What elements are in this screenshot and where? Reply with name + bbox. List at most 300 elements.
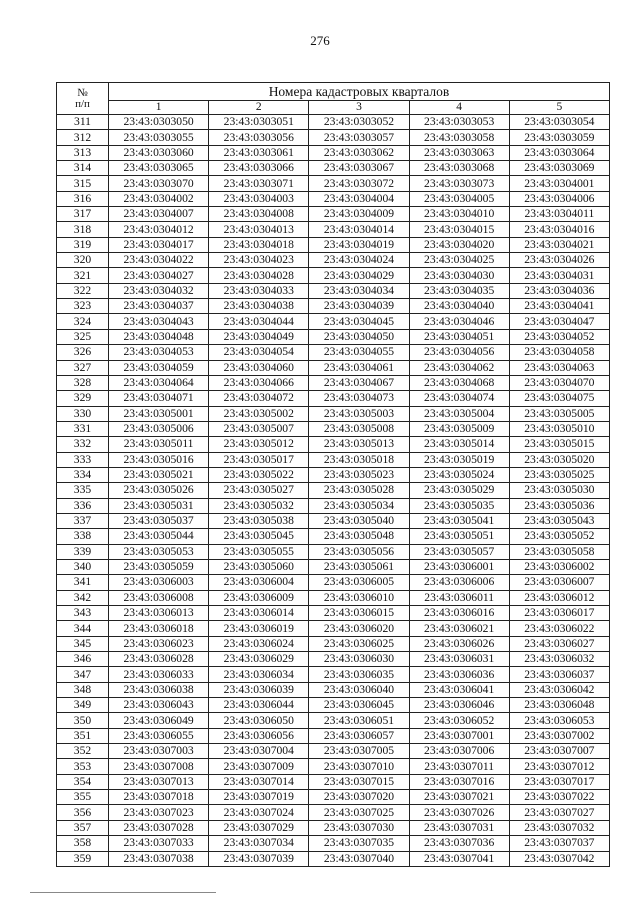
cadastral-number-cell: 23:43:0306022 bbox=[509, 621, 609, 636]
page-number: 276 bbox=[310, 33, 330, 48]
cadastral-number-cell: 23:43:0305045 bbox=[209, 529, 309, 544]
cadastral-number-cell: 23:43:0304035 bbox=[409, 283, 509, 298]
cadastral-number-cell: 23:43:0307033 bbox=[109, 836, 209, 851]
cadastral-number-cell: 23:43:0306019 bbox=[209, 621, 309, 636]
cadastral-number-cell: 23:43:0304006 bbox=[509, 191, 609, 206]
cadastral-number-cell: 23:43:0303052 bbox=[309, 115, 409, 130]
cadastral-number-cell: 23:43:0307029 bbox=[209, 820, 309, 835]
cadastral-number-cell: 23:43:0304053 bbox=[109, 345, 209, 360]
row-index-cell: 349 bbox=[57, 698, 109, 713]
cadastral-number-cell: 23:43:0305035 bbox=[409, 498, 509, 513]
table-row bbox=[57, 483, 610, 498]
cadastral-number-cell: 23:43:0305007 bbox=[209, 421, 309, 436]
cadastral-number-cell: 23:43:0306016 bbox=[409, 606, 509, 621]
table-header bbox=[57, 83, 610, 115]
table-row bbox=[57, 207, 610, 222]
row-index-cell: 353 bbox=[57, 759, 109, 774]
cadastral-number-cell: 23:43:0307028 bbox=[109, 820, 209, 835]
cadastral-number-cell: 23:43:0303055 bbox=[109, 130, 209, 145]
column-number: 3 bbox=[309, 101, 409, 115]
table-row bbox=[57, 851, 610, 866]
row-index-cell: 321 bbox=[57, 268, 109, 283]
table-row bbox=[57, 636, 610, 651]
cadastral-number-cell: 23:43:0304014 bbox=[309, 222, 409, 237]
cadastral-number-cell: 23:43:0305017 bbox=[209, 452, 309, 467]
cadastral-number-cell: 23:43:0305028 bbox=[309, 483, 409, 498]
table-row bbox=[57, 590, 610, 605]
cadastral-number-cell: 23:43:0303062 bbox=[309, 145, 409, 160]
cadastral-number-cell: 23:43:0307031 bbox=[409, 820, 509, 835]
cadastral-number-cell: 23:43:0306051 bbox=[309, 713, 409, 728]
cadastral-number-cell: 23:43:0304050 bbox=[309, 329, 409, 344]
cadastral-number-cell: 23:43:0304049 bbox=[209, 329, 309, 344]
cadastral-number-cell: 23:43:0304022 bbox=[109, 253, 209, 268]
row-index-cell: 333 bbox=[57, 452, 109, 467]
cadastral-number-cell: 23:43:0306038 bbox=[109, 682, 209, 697]
cadastral-number-cell: 23:43:0304023 bbox=[209, 253, 309, 268]
cadastral-number-cell: 23:43:0307027 bbox=[509, 805, 609, 820]
cadastral-number-cell: 23:43:0305022 bbox=[209, 467, 309, 482]
row-index-cell: 329 bbox=[57, 391, 109, 406]
cadastral-number-cell: 23:43:0304011 bbox=[509, 207, 609, 222]
cadastral-number-cell: 23:43:0306020 bbox=[309, 621, 409, 636]
cadastral-number-cell: 23:43:0307037 bbox=[509, 836, 609, 851]
cadastral-number-cell: 23:43:0304056 bbox=[409, 345, 509, 360]
cadastral-number-cell: 23:43:0304002 bbox=[109, 191, 209, 206]
row-index-cell: 317 bbox=[57, 207, 109, 222]
cadastral-number-cell: 23:43:0303059 bbox=[509, 130, 609, 145]
cadastral-number-cell: 23:43:0304009 bbox=[309, 207, 409, 222]
cadastral-number-cell: 23:43:0304018 bbox=[209, 237, 309, 252]
row-index-cell: 315 bbox=[57, 176, 109, 191]
cadastral-number-cell: 23:43:0303064 bbox=[509, 145, 609, 160]
cadastral-number-cell: 23:43:0304055 bbox=[309, 345, 409, 360]
table-row bbox=[57, 299, 610, 314]
cadastral-number-cell: 23:43:0306042 bbox=[509, 682, 609, 697]
cadastral-number-cell: 23:43:0307015 bbox=[309, 774, 409, 789]
row-index-cell: 352 bbox=[57, 744, 109, 759]
cadastral-number-cell: 23:43:0307041 bbox=[409, 851, 509, 866]
table-row bbox=[57, 375, 610, 390]
cadastral-number-cell: 23:43:0304045 bbox=[309, 314, 409, 329]
row-index-cell: 354 bbox=[57, 774, 109, 789]
table-row bbox=[57, 421, 610, 436]
header-row-column-numbers bbox=[57, 101, 610, 115]
table-row bbox=[57, 713, 610, 728]
cadastral-number-cell: 23:43:0305041 bbox=[409, 513, 509, 528]
cadastral-number-cell: 23:43:0304040 bbox=[409, 299, 509, 314]
table-row bbox=[57, 237, 610, 252]
table-row bbox=[57, 575, 610, 590]
cadastral-number-cell: 23:43:0305048 bbox=[309, 529, 409, 544]
cadastral-number-cell: 23:43:0306034 bbox=[209, 667, 309, 682]
cadastral-number-cell: 23:43:0303071 bbox=[209, 176, 309, 191]
cadastral-number-cell: 23:43:0305019 bbox=[409, 452, 509, 467]
cadastral-number-cell: 23:43:0304016 bbox=[509, 222, 609, 237]
cadastral-number-cell: 23:43:0305020 bbox=[509, 452, 609, 467]
cadastral-number-cell: 23:43:0306024 bbox=[209, 636, 309, 651]
cadastral-number-cell: 23:43:0307001 bbox=[409, 728, 509, 743]
cadastral-number-cell: 23:43:0303056 bbox=[209, 130, 309, 145]
cadastral-number-cell: 23:43:0306057 bbox=[309, 728, 409, 743]
cadastral-number-cell: 23:43:0306037 bbox=[509, 667, 609, 682]
table-row bbox=[57, 652, 610, 667]
cadastral-number-cell: 23:43:0306026 bbox=[409, 636, 509, 651]
cadastral-number-cell: 23:43:0307014 bbox=[209, 774, 309, 789]
cadastral-number-cell: 23:43:0305018 bbox=[309, 452, 409, 467]
cadastral-number-cell: 23:43:0306030 bbox=[309, 652, 409, 667]
footer-divider bbox=[30, 892, 216, 893]
cadastral-number-cell: 23:43:0304066 bbox=[209, 375, 309, 390]
row-index-cell: 337 bbox=[57, 513, 109, 528]
cadastral-number-cell: 23:43:0306013 bbox=[109, 606, 209, 621]
row-index-cell: 339 bbox=[57, 544, 109, 559]
table-row bbox=[57, 621, 610, 636]
cadastral-number-cell: 23:43:0307003 bbox=[109, 744, 209, 759]
row-index-cell: 350 bbox=[57, 713, 109, 728]
cadastral-number-cell: 23:43:0306033 bbox=[109, 667, 209, 682]
cadastral-number-cell: 23:43:0304026 bbox=[509, 253, 609, 268]
row-index-cell: 323 bbox=[57, 299, 109, 314]
cadastral-number-cell: 23:43:0307013 bbox=[109, 774, 209, 789]
cadastral-number-cell: 23:43:0304067 bbox=[309, 375, 409, 390]
cadastral-number-cell: 23:43:0305029 bbox=[409, 483, 509, 498]
cadastral-number-cell: 23:43:0307002 bbox=[509, 728, 609, 743]
table-row bbox=[57, 513, 610, 528]
row-index-cell: 327 bbox=[57, 360, 109, 375]
table-body bbox=[57, 115, 610, 867]
cadastral-number-cell: 23:43:0305004 bbox=[409, 406, 509, 421]
cadastral-number-cell: 23:43:0304060 bbox=[209, 360, 309, 375]
row-index-cell: 312 bbox=[57, 130, 109, 145]
cadastral-number-cell: 23:43:0305044 bbox=[109, 529, 209, 544]
cadastral-number-cell: 23:43:0305030 bbox=[509, 483, 609, 498]
cadastral-number-cell: 23:43:0306043 bbox=[109, 698, 209, 713]
cadastral-number-cell: 23:43:0304036 bbox=[509, 283, 609, 298]
cadastral-number-cell: 23:43:0303065 bbox=[109, 161, 209, 176]
table-row bbox=[57, 222, 610, 237]
cadastral-number-cell: 23:43:0304043 bbox=[109, 314, 209, 329]
cadastral-number-cell: 23:43:0305040 bbox=[309, 513, 409, 528]
row-index-cell: 359 bbox=[57, 851, 109, 866]
cadastral-number-cell: 23:43:0304027 bbox=[109, 268, 209, 283]
cadastral-number-cell: 23:43:0304015 bbox=[409, 222, 509, 237]
cadastral-number-cell: 23:43:0305036 bbox=[509, 498, 609, 513]
row-index-cell: 340 bbox=[57, 559, 109, 574]
cadastral-number-cell: 23:43:0306052 bbox=[409, 713, 509, 728]
cadastral-number-cell: 23:43:0307036 bbox=[409, 836, 509, 851]
cadastral-number-cell: 23:43:0307018 bbox=[109, 790, 209, 805]
row-index-cell: 328 bbox=[57, 375, 109, 390]
cadastral-number-cell: 23:43:0304047 bbox=[509, 314, 609, 329]
cadastral-number-cell: 23:43:0306009 bbox=[209, 590, 309, 605]
cadastral-number-cell: 23:43:0304072 bbox=[209, 391, 309, 406]
cadastral-number-cell: 23:43:0304031 bbox=[509, 268, 609, 283]
cadastral-number-cell: 23:43:0303053 bbox=[409, 115, 509, 130]
cadastral-number-cell: 23:43:0306003 bbox=[109, 575, 209, 590]
table-row bbox=[57, 667, 610, 682]
cadastral-number-cell: 23:43:0305037 bbox=[109, 513, 209, 528]
row-index-cell: 326 bbox=[57, 345, 109, 360]
cadastral-number-cell: 23:43:0306055 bbox=[109, 728, 209, 743]
cadastral-number-cell: 23:43:0306027 bbox=[509, 636, 609, 651]
cadastral-number-cell: 23:43:0303054 bbox=[509, 115, 609, 130]
table-row bbox=[57, 115, 610, 130]
cadastral-number-cell: 23:43:0305025 bbox=[509, 467, 609, 482]
cadastral-number-cell: 23:43:0307022 bbox=[509, 790, 609, 805]
cadastral-number-cell: 23:43:0307030 bbox=[309, 820, 409, 835]
cadastral-number-cell: 23:43:0305031 bbox=[109, 498, 209, 513]
cadastral-number-cell: 23:43:0307021 bbox=[409, 790, 509, 805]
cadastral-number-cell: 23:43:0303073 bbox=[409, 176, 509, 191]
cadastral-number-cell: 23:43:0304028 bbox=[209, 268, 309, 283]
cadastral-number-cell: 23:43:0306025 bbox=[309, 636, 409, 651]
cadastral-number-cell: 23:43:0304007 bbox=[109, 207, 209, 222]
cadastral-number-cell: 23:43:0304059 bbox=[109, 360, 209, 375]
cadastral-number-cell: 23:43:0306032 bbox=[509, 652, 609, 667]
row-index-cell: 324 bbox=[57, 314, 109, 329]
cadastral-number-cell: 23:43:0303068 bbox=[409, 161, 509, 176]
row-index-cell: 342 bbox=[57, 590, 109, 605]
cadastral-number-cell: 23:43:0306050 bbox=[209, 713, 309, 728]
row-index-cell: 332 bbox=[57, 437, 109, 452]
cadastral-number-cell: 23:43:0303060 bbox=[109, 145, 209, 160]
table-row bbox=[57, 698, 610, 713]
table-title: Номера кадастровых кварталов bbox=[109, 83, 610, 101]
cadastral-number-cell: 23:43:0304004 bbox=[309, 191, 409, 206]
table-row bbox=[57, 759, 610, 774]
row-index-cell: 356 bbox=[57, 805, 109, 820]
cadastral-number-cell: 23:43:0304030 bbox=[409, 268, 509, 283]
row-index-cell: 344 bbox=[57, 621, 109, 636]
row-index-cell: 311 bbox=[57, 115, 109, 130]
cadastral-number-cell: 23:43:0303061 bbox=[209, 145, 309, 160]
table-row bbox=[57, 820, 610, 835]
index-column-header bbox=[57, 83, 109, 115]
cadastral-number-cell: 23:43:0307042 bbox=[509, 851, 609, 866]
cadastral-number-cell: 23:43:0303070 bbox=[109, 176, 209, 191]
table-row bbox=[57, 406, 610, 421]
cadastral-number-cell: 23:43:0304070 bbox=[509, 375, 609, 390]
row-index-cell: 358 bbox=[57, 836, 109, 851]
table-row bbox=[57, 790, 610, 805]
table-row bbox=[57, 544, 610, 559]
cadastral-number-cell: 23:43:0306031 bbox=[409, 652, 509, 667]
index-header-abbrev: п/п bbox=[75, 97, 90, 110]
cadastral-number-cell: 23:43:0306045 bbox=[309, 698, 409, 713]
row-index-cell: 336 bbox=[57, 498, 109, 513]
cadastral-number-cell: 23:43:0305021 bbox=[109, 467, 209, 482]
row-index-cell: 346 bbox=[57, 652, 109, 667]
cadastral-number-cell: 23:43:0306008 bbox=[109, 590, 209, 605]
row-index-cell: 351 bbox=[57, 728, 109, 743]
cadastral-number-cell: 23:43:0307017 bbox=[509, 774, 609, 789]
cadastral-number-cell: 23:43:0307035 bbox=[309, 836, 409, 851]
cadastral-number-cell: 23:43:0304029 bbox=[309, 268, 409, 283]
cadastral-number-cell: 23:43:0306028 bbox=[109, 652, 209, 667]
cadastral-number-cell: 23:43:0307019 bbox=[209, 790, 309, 805]
cadastral-number-cell: 23:43:0305015 bbox=[509, 437, 609, 452]
cadastral-number-cell: 23:43:0304008 bbox=[209, 207, 309, 222]
cadastral-number-cell: 23:43:0305057 bbox=[409, 544, 509, 559]
row-index-cell: 334 bbox=[57, 467, 109, 482]
row-index-cell: 319 bbox=[57, 237, 109, 252]
cadastral-number-cell: 23:43:0305058 bbox=[509, 544, 609, 559]
cadastral-number-cell: 23:43:0304003 bbox=[209, 191, 309, 206]
table-row bbox=[57, 437, 610, 452]
cadastral-number-cell: 23:43:0304001 bbox=[509, 176, 609, 191]
row-index-cell: 347 bbox=[57, 667, 109, 682]
cadastral-number-cell: 23:43:0305008 bbox=[309, 421, 409, 436]
cadastral-number-cell: 23:43:0307020 bbox=[309, 790, 409, 805]
cadastral-number-cell: 23:43:0307012 bbox=[509, 759, 609, 774]
cadastral-number-cell: 23:43:0304063 bbox=[509, 360, 609, 375]
table-row bbox=[57, 774, 610, 789]
cadastral-number-cell: 23:43:0304017 bbox=[109, 237, 209, 252]
cadastral-number-cell: 23:43:0304054 bbox=[209, 345, 309, 360]
cadastral-number-cell: 23:43:0304051 bbox=[409, 329, 509, 344]
cadastral-number-cell: 23:43:0305053 bbox=[109, 544, 209, 559]
cadastral-number-cell: 23:43:0305038 bbox=[209, 513, 309, 528]
cadastral-number-cell: 23:43:0306015 bbox=[309, 606, 409, 621]
cadastral-number-cell: 23:43:0307016 bbox=[409, 774, 509, 789]
table-row bbox=[57, 161, 610, 176]
row-index-cell: 355 bbox=[57, 790, 109, 805]
cadastral-number-cell: 23:43:0304039 bbox=[309, 299, 409, 314]
cadastral-number-cell: 23:43:0303066 bbox=[209, 161, 309, 176]
table-row bbox=[57, 467, 610, 482]
row-index-cell: 345 bbox=[57, 636, 109, 651]
cadastral-number-cell: 23:43:0305034 bbox=[309, 498, 409, 513]
cadastral-number-cell: 23:43:0304033 bbox=[209, 283, 309, 298]
cadastral-number-cell: 23:43:0307005 bbox=[309, 744, 409, 759]
table-row bbox=[57, 606, 610, 621]
row-index-cell: 318 bbox=[57, 222, 109, 237]
column-number: 5 bbox=[509, 101, 609, 115]
table-row bbox=[57, 744, 610, 759]
cadastral-number-cell: 23:43:0305005 bbox=[509, 406, 609, 421]
cadastral-number-cell: 23:43:0305016 bbox=[109, 452, 209, 467]
cadastral-number-cell: 23:43:0307034 bbox=[209, 836, 309, 851]
cadastral-number-cell: 23:43:0305059 bbox=[109, 559, 209, 574]
cadastral-number-cell: 23:43:0305056 bbox=[309, 544, 409, 559]
cadastral-number-cell: 23:43:0306056 bbox=[209, 728, 309, 743]
cadastral-number-cell: 23:43:0306048 bbox=[509, 698, 609, 713]
row-index-cell: 325 bbox=[57, 329, 109, 344]
cadastral-number-cell: 23:43:0305011 bbox=[109, 437, 209, 452]
cadastral-number-cell: 23:43:0304061 bbox=[309, 360, 409, 375]
cadastral-number-cell: 23:43:0303050 bbox=[109, 115, 209, 130]
cadastral-number-cell: 23:43:0304012 bbox=[109, 222, 209, 237]
row-index-cell: 335 bbox=[57, 483, 109, 498]
cadastral-number-cell: 23:43:0304046 bbox=[409, 314, 509, 329]
table-row bbox=[57, 728, 610, 743]
column-number: 2 bbox=[209, 101, 309, 115]
cadastral-number-cell: 23:43:0304058 bbox=[509, 345, 609, 360]
cadastral-number-cell: 23:43:0304074 bbox=[409, 391, 509, 406]
cadastral-number-cell: 23:43:0306046 bbox=[409, 698, 509, 713]
cadastral-number-cell: 23:43:0305009 bbox=[409, 421, 509, 436]
cadastral-number-cell: 23:43:0305006 bbox=[109, 421, 209, 436]
cadastral-number-cell: 23:43:0304005 bbox=[409, 191, 509, 206]
cadastral-number-cell: 23:43:0306029 bbox=[209, 652, 309, 667]
cadastral-number-cell: 23:43:0307023 bbox=[109, 805, 209, 820]
cadastral-number-cell: 23:43:0304010 bbox=[409, 207, 509, 222]
cadastral-number-cell: 23:43:0305003 bbox=[309, 406, 409, 421]
row-index-cell: 341 bbox=[57, 575, 109, 590]
cadastral-number-cell: 23:43:0307032 bbox=[509, 820, 609, 835]
cadastral-number-cell: 23:43:0307025 bbox=[309, 805, 409, 820]
cadastral-number-cell: 23:43:0305010 bbox=[509, 421, 609, 436]
table-row bbox=[57, 253, 610, 268]
cadastral-number-cell: 23:43:0307038 bbox=[109, 851, 209, 866]
row-index-cell: 316 bbox=[57, 191, 109, 206]
cadastral-number-cell: 23:43:0305001 bbox=[109, 406, 209, 421]
cadastral-number-cell: 23:43:0304068 bbox=[409, 375, 509, 390]
cadastral-number-cell: 23:43:0304021 bbox=[509, 237, 609, 252]
cadastral-number-cell: 23:43:0304048 bbox=[109, 329, 209, 344]
cadastral-number-cell: 23:43:0305055 bbox=[209, 544, 309, 559]
cadastral-number-cell: 23:43:0303069 bbox=[509, 161, 609, 176]
table-row bbox=[57, 391, 610, 406]
cadastral-number-cell: 23:43:0305023 bbox=[309, 467, 409, 482]
cadastral-number-cell: 23:43:0304037 bbox=[109, 299, 209, 314]
cadastral-number-cell: 23:43:0307004 bbox=[209, 744, 309, 759]
cadastral-number-cell: 23:43:0306018 bbox=[109, 621, 209, 636]
cadastral-number-cell: 23:43:0304052 bbox=[509, 329, 609, 344]
cadastral-number-cell: 23:43:0306039 bbox=[209, 682, 309, 697]
cadastral-number-cell: 23:43:0304041 bbox=[509, 299, 609, 314]
cadastral-number-cell: 23:43:0304064 bbox=[109, 375, 209, 390]
cadastral-number-cell: 23:43:0304073 bbox=[309, 391, 409, 406]
cadastral-number-cell: 23:43:0305027 bbox=[209, 483, 309, 498]
cadastral-number-cell: 23:43:0305026 bbox=[109, 483, 209, 498]
cadastral-number-cell: 23:43:0304034 bbox=[309, 283, 409, 298]
table-row bbox=[57, 498, 610, 513]
cadastral-number-cell: 23:43:0307009 bbox=[209, 759, 309, 774]
row-index-cell: 331 bbox=[57, 421, 109, 436]
column-number: 1 bbox=[109, 101, 209, 115]
cadastral-number-cell: 23:43:0304025 bbox=[409, 253, 509, 268]
cadastral-quarters-table bbox=[56, 82, 610, 867]
table-row bbox=[57, 452, 610, 467]
cadastral-number-cell: 23:43:0307040 bbox=[309, 851, 409, 866]
cadastral-number-cell: 23:43:0306005 bbox=[309, 575, 409, 590]
table-row bbox=[57, 529, 610, 544]
cadastral-number-cell: 23:43:0306012 bbox=[509, 590, 609, 605]
table-row bbox=[57, 360, 610, 375]
cadastral-number-cell: 23:43:0305051 bbox=[409, 529, 509, 544]
cadastral-number-cell: 23:43:0306010 bbox=[309, 590, 409, 605]
cadastral-number-cell: 23:43:0306041 bbox=[409, 682, 509, 697]
cadastral-number-cell: 23:43:0304013 bbox=[209, 222, 309, 237]
table-row bbox=[57, 559, 610, 574]
cadastral-number-cell: 23:43:0305024 bbox=[409, 467, 509, 482]
table-row bbox=[57, 314, 610, 329]
cadastral-number-cell: 23:43:0307024 bbox=[209, 805, 309, 820]
cadastral-number-cell: 23:43:0306011 bbox=[409, 590, 509, 605]
table-row bbox=[57, 268, 610, 283]
table-row bbox=[57, 682, 610, 697]
cadastral-number-cell: 23:43:0306007 bbox=[509, 575, 609, 590]
cadastral-number-cell: 23:43:0304071 bbox=[109, 391, 209, 406]
cadastral-number-cell: 23:43:0305002 bbox=[209, 406, 309, 421]
cadastral-number-cell: 23:43:0303058 bbox=[409, 130, 509, 145]
cadastral-number-cell: 23:43:0306053 bbox=[509, 713, 609, 728]
cadastral-number-cell: 23:43:0306023 bbox=[109, 636, 209, 651]
cadastral-number-cell: 23:43:0305043 bbox=[509, 513, 609, 528]
row-index-cell: 322 bbox=[57, 283, 109, 298]
